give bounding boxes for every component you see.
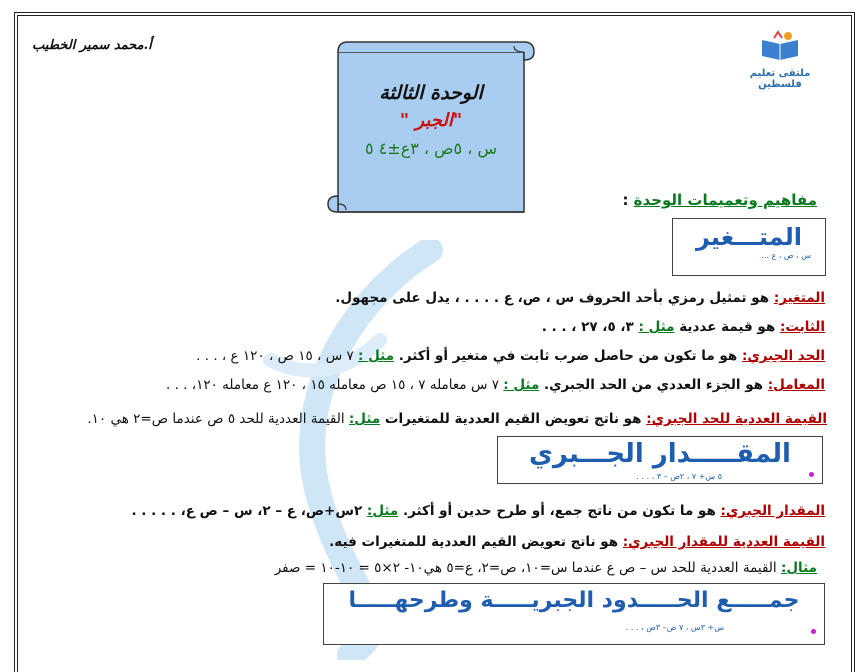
variable-box bbox=[672, 218, 826, 276]
example-label: مثل : bbox=[358, 348, 395, 364]
example-label: مثل: bbox=[348, 411, 381, 427]
example-label: مثال: bbox=[780, 560, 817, 576]
definition-term: المقدار الجبري: bbox=[720, 503, 825, 519]
example-text: ٧ س معامله ٧ ، ١٥ ص معامله ١٥ ، ١٢٠ ع معامله ١٢٠، . . . bbox=[165, 377, 504, 393]
definition-text: هو قيمة عددية bbox=[674, 319, 780, 335]
unit-subtitle: " الجبر" bbox=[399, 110, 463, 131]
book-logo-icon bbox=[758, 30, 802, 64]
unit-variables: س ، ٥ص ، ٣ع±٤ ٥ bbox=[365, 139, 497, 158]
definition-variable bbox=[335, 290, 825, 306]
definition-text: هو ما تكون من حاصل ضرب ثابت في متغير أو أكثر. bbox=[394, 348, 742, 364]
definition-text: هو تمثيل رمزي بأحد الحروف س ، ص، ع . . . . ، يدل على مجهول. bbox=[335, 290, 774, 306]
variable-box-title: المتـــغير bbox=[695, 223, 802, 251]
definition-term: المتغير: bbox=[773, 290, 825, 306]
concepts-heading-text: مفاهيم وتعميمات الوحدة bbox=[633, 191, 817, 209]
variable-box-subtitle: س ، ص ، ع ... bbox=[761, 251, 811, 260]
bullet-icon bbox=[809, 472, 814, 477]
addition-box-title: جمـــــع الحـــــدود الجبريـــــة وطرحهـــــا bbox=[348, 588, 800, 613]
definition-term: القيمة العددية للحد الجبري: bbox=[646, 411, 827, 427]
example-text: القيمة العددية للحد س – ص ع عندما س=١٠، ص=٢، ع=٥ هي١٠- ٢×٥ = ١٠-١٠ = صفر bbox=[274, 560, 781, 576]
addition-box bbox=[323, 583, 825, 645]
definition-term: الثابت: bbox=[779, 319, 825, 335]
concepts-colon: : bbox=[622, 191, 629, 209]
definition-term: القيمة العددية للمقدار الجبري: bbox=[622, 534, 825, 550]
definition-constant bbox=[542, 319, 825, 335]
definition-term-value bbox=[87, 411, 827, 427]
site-logo bbox=[740, 30, 820, 90]
example-text: ٢س+ص، ع – ٢، س – ص ع، . . . . . bbox=[131, 503, 367, 519]
unit-title: الوحدة الثالثة bbox=[379, 82, 483, 104]
definition-coefficient bbox=[166, 377, 825, 393]
example-label: مثل : bbox=[503, 377, 540, 393]
expression-box-title: المقـــــدار الجـــبري bbox=[529, 439, 791, 469]
addition-box-subtitle: س+ ٣س ، ٧ ص– ٣ص ، . . . bbox=[625, 623, 724, 632]
definition-term: الحد الجبري: bbox=[741, 348, 825, 364]
example-text: ٧ س ، ١٥ ص ، ١٢٠ ع ، . . . bbox=[196, 348, 359, 364]
definition-term: المعامل: bbox=[767, 377, 825, 393]
example-text: ٣، ٥، ٢٧ ، . . . bbox=[541, 319, 639, 335]
example-text: القيمة العددية للحد ٥ ص عندما ص=٢ هي ١٠. bbox=[87, 411, 349, 427]
definition-text: هو الجزء العددي من الحد الجبري. bbox=[539, 377, 768, 393]
definition-text: هو ناتج تعويض القيم العددية للمتغيرات فيه. bbox=[329, 534, 623, 550]
bullet-icon bbox=[811, 629, 816, 634]
example-line bbox=[275, 560, 817, 576]
definition-expression-value bbox=[329, 534, 825, 550]
definition-text: هو ناتج تعويض القيم العددية للمتغيرات bbox=[380, 411, 647, 427]
example-label: مثل : bbox=[638, 319, 675, 335]
logo-text: ملتقى تعليم فلسطين bbox=[749, 68, 811, 90]
definition-text: هو ما تكون من ناتج جمع، أو طرح حدين أو أكثر. bbox=[398, 503, 721, 519]
definition-expression bbox=[131, 503, 825, 519]
expression-box bbox=[497, 436, 823, 484]
example-label: مثل: bbox=[366, 503, 399, 519]
definition-algebraic-term bbox=[196, 348, 825, 364]
expression-box-subtitle: ٥ س+ ٧ ، ٢ص – ٣ ، . . . bbox=[636, 472, 722, 481]
unit-scroll bbox=[310, 40, 540, 220]
concepts-heading bbox=[622, 191, 817, 209]
author-name: أ.محمد سمير الخطيب bbox=[32, 38, 152, 53]
